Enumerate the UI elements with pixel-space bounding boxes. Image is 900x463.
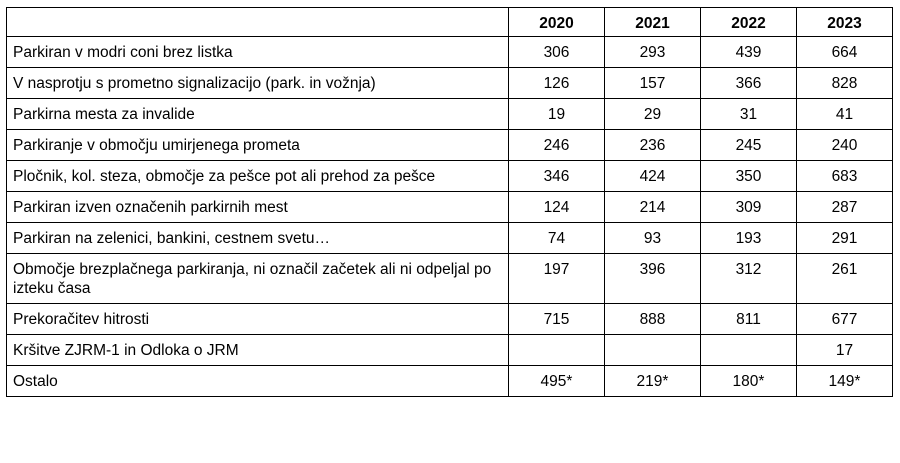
cell-2021: 93 xyxy=(605,223,701,254)
header-label-cell xyxy=(7,8,509,37)
table-row xyxy=(7,304,893,335)
row-label: Parkiran izven označenih parkirnih mest xyxy=(7,192,509,223)
violations-table xyxy=(6,7,893,397)
cell-2020: 124 xyxy=(509,192,605,223)
table-row xyxy=(7,161,893,192)
row-label: Parkiran na zelenici, bankini, cestnem svetu… xyxy=(7,223,509,254)
cell-2021: 157 xyxy=(605,68,701,99)
cell-2020: 246 xyxy=(509,130,605,161)
cell-2023: 291 xyxy=(797,223,893,254)
cell-2022: 811 xyxy=(701,304,797,335)
table-row xyxy=(7,99,893,130)
cell-2023: 240 xyxy=(797,130,893,161)
cell-2022: 350 xyxy=(701,161,797,192)
table-row xyxy=(7,130,893,161)
cell-2022: 193 xyxy=(701,223,797,254)
table-row xyxy=(7,254,893,304)
row-label: V nasprotju s prometno signalizacijo (park. in vožnja) xyxy=(7,68,509,99)
cell-2021: 424 xyxy=(605,161,701,192)
cell-2021 xyxy=(605,335,701,366)
cell-2023: 677 xyxy=(797,304,893,335)
cell-2021: 396 xyxy=(605,254,701,304)
cell-2020: 74 xyxy=(509,223,605,254)
header-year-2021: 2021 xyxy=(605,8,701,37)
cell-2023: 261 xyxy=(797,254,893,304)
header-year-2023: 2023 xyxy=(797,8,893,37)
row-label: Parkiranje v območju umirjenega prometa xyxy=(7,130,509,161)
row-label: Prekoračitev hitrosti xyxy=(7,304,509,335)
cell-2023: 683 xyxy=(797,161,893,192)
row-label: Parkirna mesta za invalide xyxy=(7,99,509,130)
table-row xyxy=(7,192,893,223)
cell-2020: 346 xyxy=(509,161,605,192)
cell-2021: 236 xyxy=(605,130,701,161)
cell-2021: 293 xyxy=(605,37,701,68)
header-row xyxy=(7,8,893,37)
cell-2022: 31 xyxy=(701,99,797,130)
cell-2020: 306 xyxy=(509,37,605,68)
cell-2022: 312 xyxy=(701,254,797,304)
cell-2020: 715 xyxy=(509,304,605,335)
cell-2022: 309 xyxy=(701,192,797,223)
cell-2022: 245 xyxy=(701,130,797,161)
cell-2022: 180* xyxy=(701,366,797,397)
cell-2022 xyxy=(701,335,797,366)
row-label: Ostalo xyxy=(7,366,509,397)
cell-2021: 888 xyxy=(605,304,701,335)
table-row xyxy=(7,37,893,68)
cell-2022: 366 xyxy=(701,68,797,99)
cell-2023: 17 xyxy=(797,335,893,366)
row-label: Parkiran v modri coni brez listka xyxy=(7,37,509,68)
cell-2021: 219* xyxy=(605,366,701,397)
header-year-2020: 2020 xyxy=(509,8,605,37)
cell-2020: 19 xyxy=(509,99,605,130)
table-row xyxy=(7,335,893,366)
cell-2021: 214 xyxy=(605,192,701,223)
row-label: Pločnik, kol. steza, območje za pešce pot ali prehod za pešce xyxy=(7,161,509,192)
cell-2020 xyxy=(509,335,605,366)
cell-2023: 149* xyxy=(797,366,893,397)
cell-2020: 495* xyxy=(509,366,605,397)
table-row xyxy=(7,366,893,397)
cell-2022: 439 xyxy=(701,37,797,68)
table-row xyxy=(7,68,893,99)
cell-2023: 41 xyxy=(797,99,893,130)
cell-2021: 29 xyxy=(605,99,701,130)
cell-2023: 828 xyxy=(797,68,893,99)
row-label: Kršitve ZJRM-1 in Odloka o JRM xyxy=(7,335,509,366)
cell-2023: 287 xyxy=(797,192,893,223)
cell-2020: 197 xyxy=(509,254,605,304)
cell-2020: 126 xyxy=(509,68,605,99)
table-row xyxy=(7,223,893,254)
row-label: Območje brezplačnega parkiranja, ni označil začetek ali ni odpeljal po izteku časa xyxy=(7,254,509,304)
header-year-2022: 2022 xyxy=(701,8,797,37)
cell-2023: 664 xyxy=(797,37,893,68)
